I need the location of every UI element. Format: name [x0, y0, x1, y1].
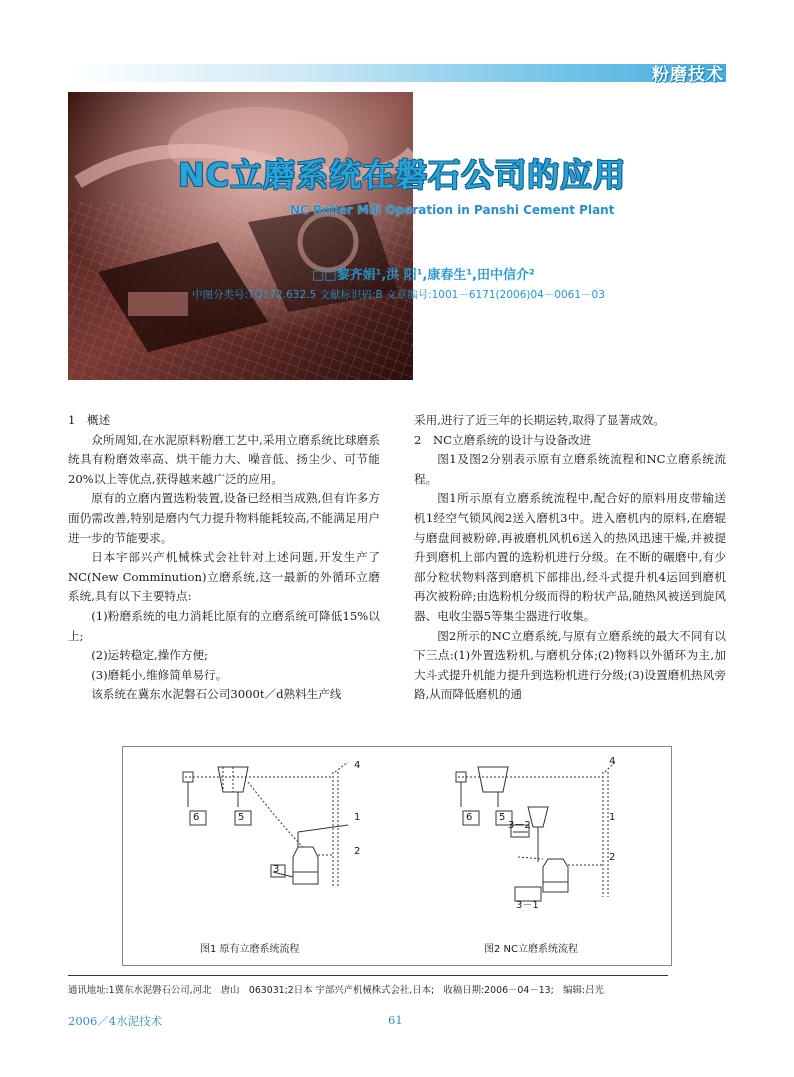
fig2-label-5: 5 — [499, 812, 506, 823]
paragraph: 日本宇部兴产机械株式会社针对上述问题,开发生产了NC(New Comminution)立磨系统,这一最新的外循环立磨系统,具有以下主要特点: — [68, 550, 380, 604]
paragraph: 该系统在冀东水泥磐石公司3000t／d熟料生产线 — [91, 687, 342, 702]
fig2-label-6: 6 — [466, 812, 473, 823]
footnote: 通讯地址:1冀东水泥磐石公司,河北 唐山 063031;2日本 宇部兴产机械株式会社,日本; 收稿日期:2006－04－13; 编辑:吕光 — [68, 985, 604, 996]
fig2-label-3-2: 3－2 — [508, 820, 531, 831]
paragraph: 原有的立磨内置选粉装置,设备已经相当成熟,但有许多方面仍需改善,特别是磨内气力提升物料能耗较高,不能满足用户进一步的节能要求。 — [68, 491, 380, 545]
paragraph: 图1所示原有立磨系统流程中,配合好的原料用皮带输送机1经空气锁风阀2送入磨机3中。进入磨机内的原料,在磨辊与磨盘间被粉碎,再被磨机风机6送入的热风迅速干燥,并被提升到磨机上部内置的选粉机进行分级。在不断的碾磨中,有少部分粒状物料落到磨机下部排出,经斗式提升机4运回到磨机再次被粉碎;由选粉机分级而得的粉状产品,随热风被送到旋风器、电收尘器5等集尘器进行收集。 — [414, 491, 726, 623]
fig1-label-4: 4 — [354, 760, 361, 771]
right-column — [414, 411, 726, 705]
section-label: 粉磨技术 — [652, 65, 724, 85]
fig1-label-1: 1 — [354, 812, 361, 823]
paragraph: 采用,进行了近三年的长期运转,取得了显著成效。 — [414, 413, 665, 427]
hero-image — [68, 92, 413, 380]
list-item: (2)运转稳定,操作方便; — [91, 648, 208, 663]
paragraph: 众所周知,在水泥原料粉磨工艺中,采用立磨系统比球磨系统具有粉磨效率高、烘干能力大、噪音低、扬尘少、可节能20%以上等优点,获得越来越广泛的应用。 — [68, 432, 380, 486]
section-heading: 2 NC立磨系统的设计与设备改进 — [414, 432, 592, 447]
classification-info: 中图分类号:TQ172.632.5 文献标识码:B 文章编号:1001－6171(2006)04－0061－03 — [192, 289, 605, 301]
fig2-label-4: 4 — [609, 756, 616, 767]
figure-1-caption: 图1 原有立磨系统流程 — [200, 944, 300, 955]
header-band — [68, 64, 726, 82]
fig1-label-3: 3 — [273, 864, 280, 875]
article-title-english: NC Roller Mill Operation in Panshi Cement Plant — [290, 203, 615, 217]
section-heading: 1 概述 — [68, 413, 111, 427]
figure-2-caption: 图2 NC立磨系统流程 — [484, 944, 579, 955]
fig2-label-2: 2 — [609, 852, 616, 863]
author-list: □□黎齐娟¹,洪 阳¹,康春生¹,田中信介² — [312, 268, 535, 283]
fig1-label-5: 5 — [238, 812, 245, 823]
list-item: (1)粉磨系统的电力消耗比原有的立磨系统可降低15%以上; — [68, 608, 380, 643]
figure-labels — [122, 746, 672, 966]
left-column — [68, 411, 380, 705]
paragraph: 图2所示的NC立磨系统,与原有立磨系统的最大不同有以下三点:(1)外置选粉机,与磨机分体;(2)物料以外循环为主,加大斗式提升机能力提升到选粉机进行分级;(3)设置磨机热风旁路,从而降低磨机的通 — [414, 628, 726, 702]
journal-issue: 2006／4水泥技术 — [68, 1014, 163, 1028]
roller-mill-photo — [68, 92, 413, 380]
fig2-label-1: 1 — [609, 812, 616, 823]
paragraph: 图1及图2分别表示原有立磨系统流程和NC立磨系统流程。 — [414, 452, 726, 486]
fig1-label-6: 6 — [193, 812, 200, 823]
footnote-rule — [68, 975, 668, 976]
fig2-label-3-1: 3－1 — [516, 900, 539, 911]
article-title: NC立磨系统在磐石公司的应用 — [178, 156, 627, 194]
fig1-label-2: 2 — [354, 846, 361, 857]
page-number: 61 — [388, 1013, 403, 1027]
list-item: (3)磨耗小,维修简单易行。 — [91, 667, 228, 682]
